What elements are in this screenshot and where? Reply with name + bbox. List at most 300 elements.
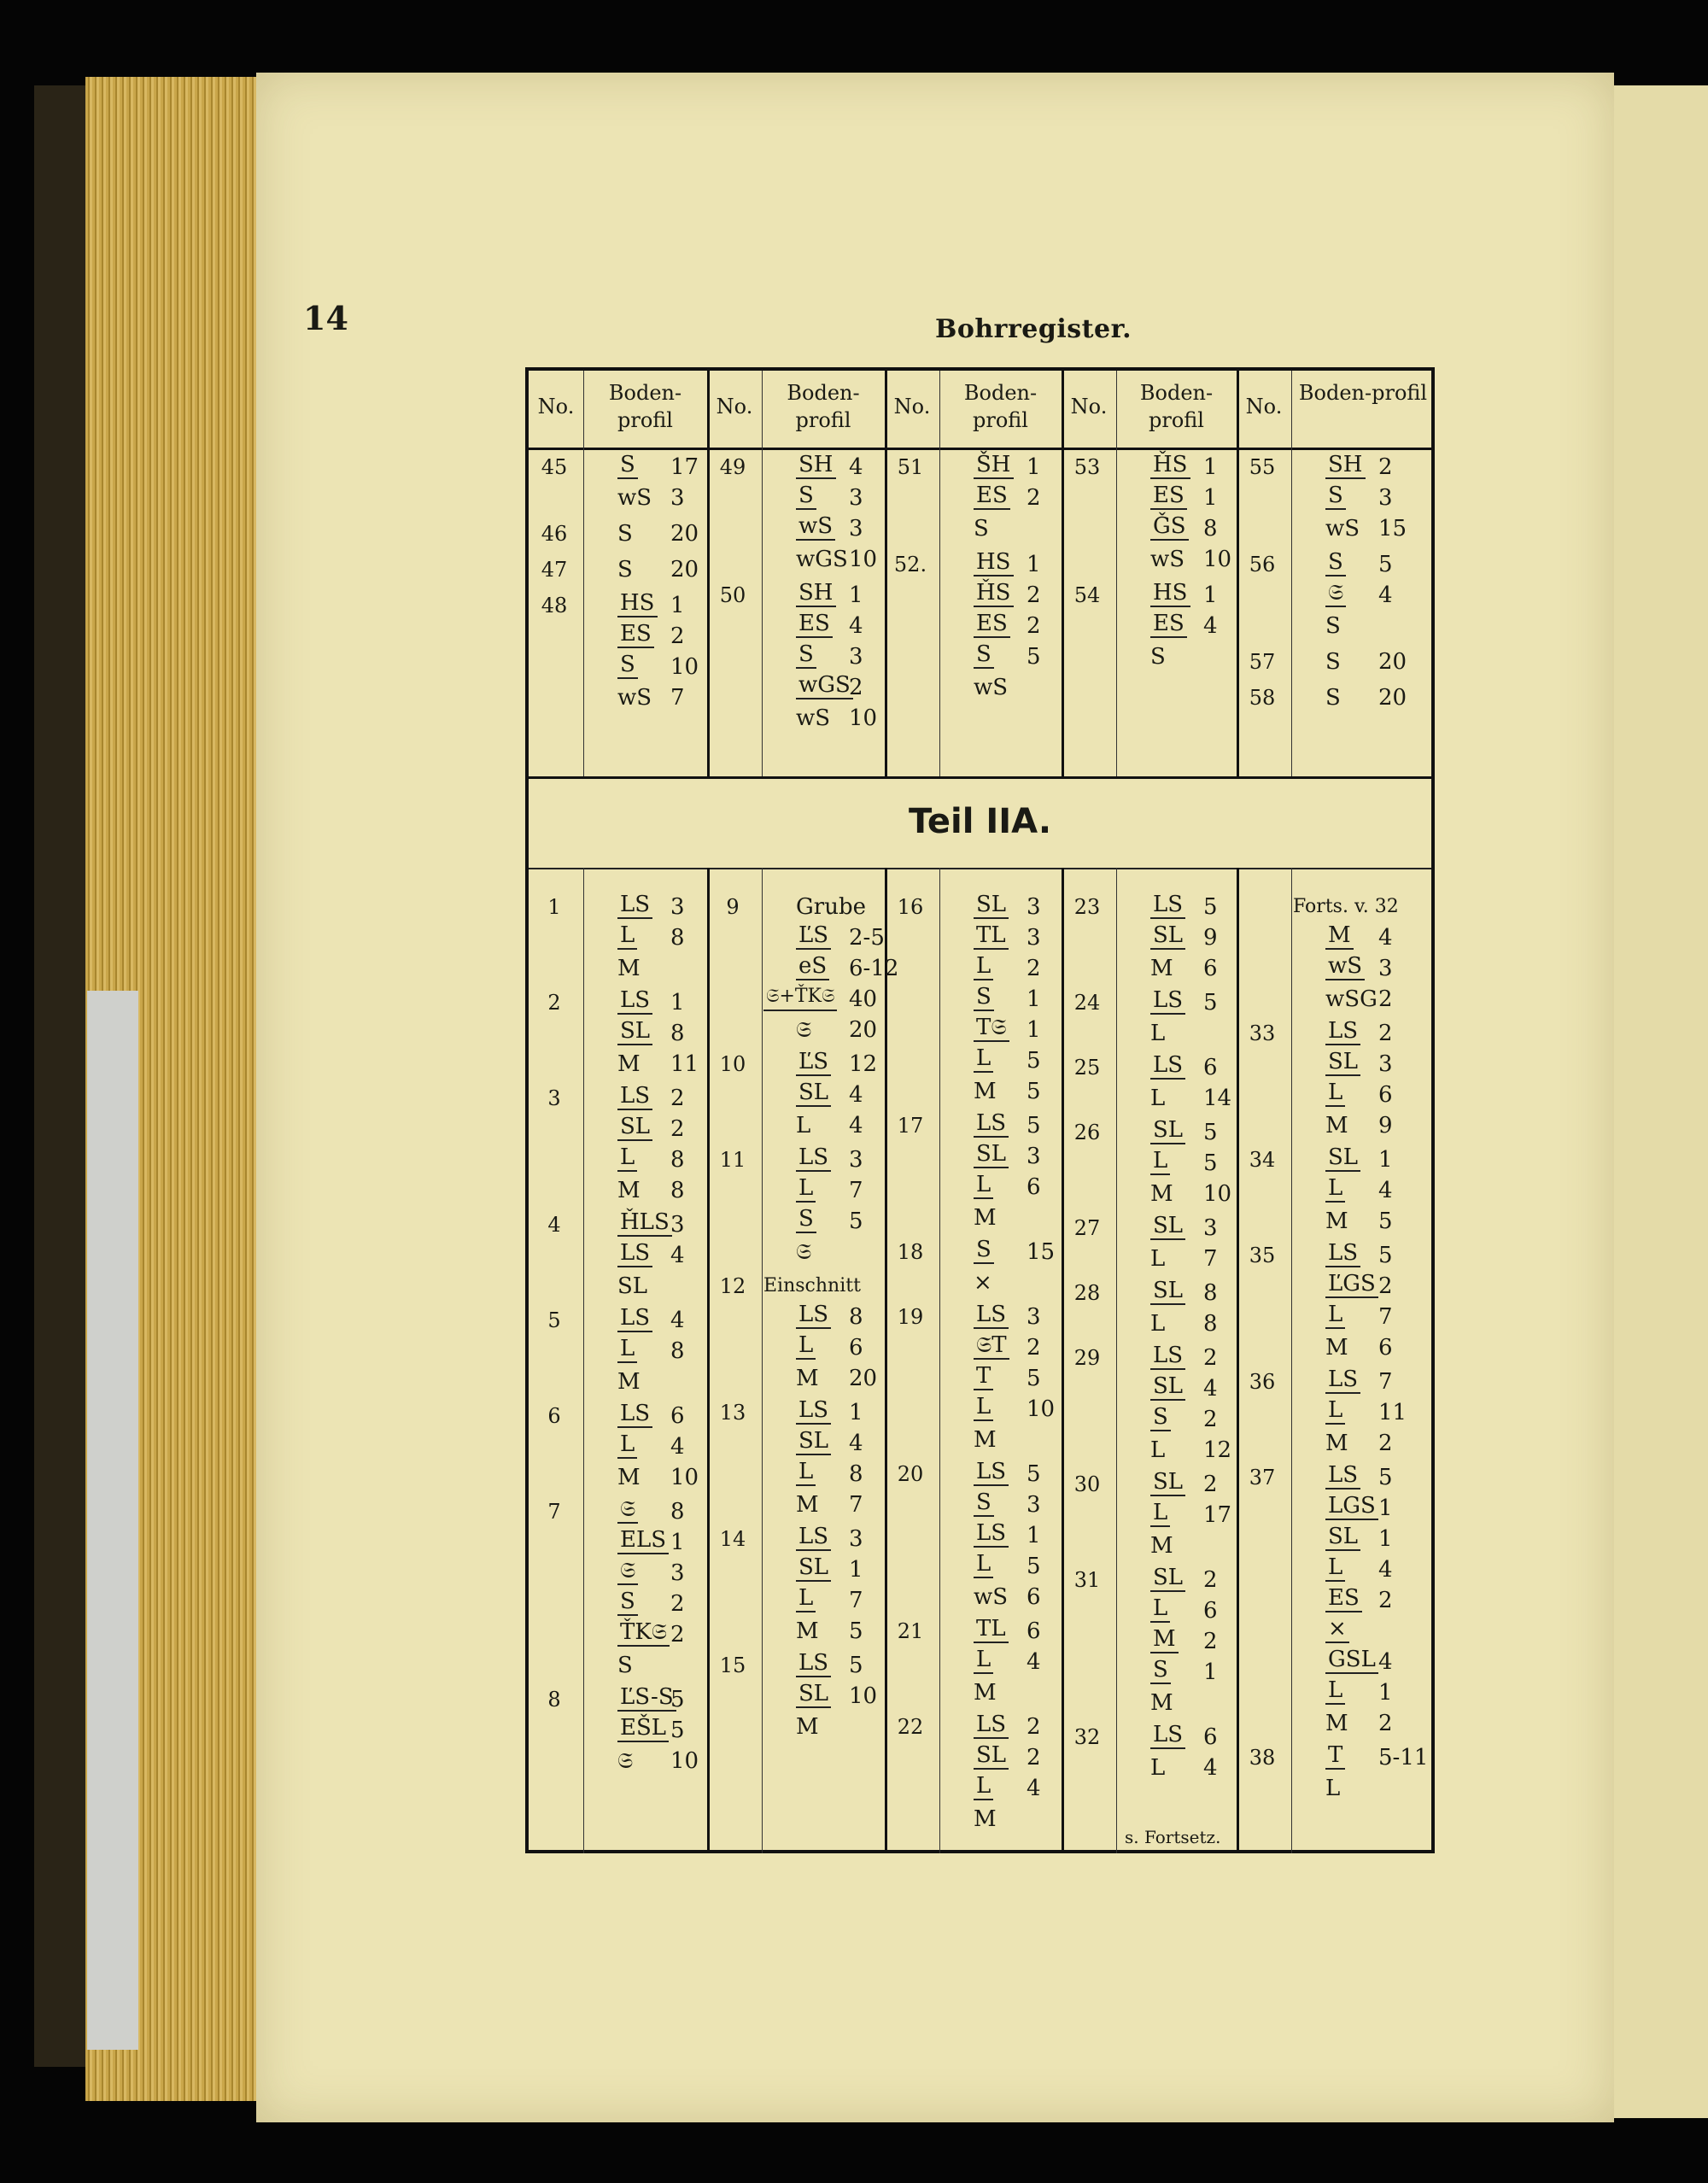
layer-thickness: 6-12 [849, 956, 899, 981]
soil-layer [1291, 1367, 1419, 1397]
layer-thickness: 5 [1027, 1461, 1041, 1487]
soil-symbol: SL [796, 1554, 831, 1582]
layer-thickness: 4 [1203, 1376, 1218, 1402]
soil-symbol: M [974, 1806, 997, 1832]
layer-thickness: 5 [849, 1209, 863, 1234]
soil-symbol: SL [1150, 922, 1185, 950]
soil-layer [583, 1496, 711, 1527]
soil-layer [1291, 892, 1419, 922]
layer-thickness: 1 [1378, 1495, 1393, 1521]
soil-layer [1291, 483, 1419, 513]
soil-layer [583, 1240, 711, 1271]
soil-symbol: L [974, 1172, 993, 1199]
layer-thickness: 6 [1027, 1584, 1041, 1610]
soil-layer [583, 1684, 711, 1715]
borehole-number: 37 [1249, 1466, 1276, 1489]
layer-thickness: 1 [1203, 1659, 1218, 1685]
borehole-number: 56 [1249, 553, 1276, 576]
soil-symbol: LS [617, 1305, 652, 1332]
soil-symbol: 𝔖 [617, 1558, 638, 1585]
soil-symbol: ES [1150, 611, 1187, 638]
layer-thickness: 10 [1203, 547, 1232, 572]
soil-symbol: L [1150, 1246, 1166, 1272]
soil-symbol: ES [1325, 1585, 1362, 1612]
soil-symbol: M [617, 956, 640, 981]
layer-thickness: 5 [1203, 990, 1218, 1015]
layer-thickness: 4 [670, 1434, 685, 1460]
layer-thickness: 2 [1378, 1431, 1393, 1456]
soil-layer [1116, 1657, 1244, 1688]
soil-layer [939, 1712, 1068, 1742]
soil-symbol: L [1150, 1021, 1166, 1046]
soil-layer [1291, 647, 1419, 677]
borehole-number: 38 [1249, 1746, 1276, 1770]
borehole-number: 3 [547, 1086, 561, 1110]
soil-symbol: L [1325, 1677, 1345, 1705]
layer-thickness: 5 [670, 1687, 685, 1712]
soil-layer [1116, 1530, 1244, 1561]
soil-layer [939, 1110, 1068, 1141]
soil-symbol: LS [617, 1083, 652, 1110]
soil-symbol: S [617, 1653, 633, 1678]
soil-layer [939, 1045, 1068, 1076]
soil-symbol: M [796, 1714, 819, 1740]
soil-symbol: M [974, 1205, 997, 1231]
layer-thickness: 3 [670, 485, 685, 511]
soil-layer [583, 987, 711, 1018]
soil-symbol: SH [796, 452, 836, 479]
soil-symbol: ĽGS [1325, 1271, 1378, 1298]
layer-thickness: 40 [849, 986, 878, 1012]
layer-thickness: 8 [670, 1338, 685, 1364]
layer-thickness: 3 [849, 1526, 863, 1552]
soil-layer [762, 1080, 890, 1110]
soil-layer [1116, 1179, 1244, 1209]
section-rule [529, 868, 1431, 869]
soil-layer [939, 483, 1068, 513]
soil-symbol: M [1150, 956, 1173, 981]
layer-thickness: 5 [1027, 644, 1041, 670]
borehole-number: 50 [719, 583, 746, 607]
soil-layer [1291, 682, 1419, 713]
soil-layer [583, 483, 711, 513]
soil-symbol: S [617, 557, 633, 582]
soil-symbol: M [1150, 1533, 1173, 1559]
soil-layer [1116, 1117, 1244, 1148]
soil-symbol: L [1150, 1148, 1170, 1175]
soil-layer [583, 953, 711, 984]
layer-thickness: 1 [1378, 1147, 1393, 1173]
layer-thickness: 3 [849, 516, 863, 541]
layer-thickness: 11 [670, 1051, 699, 1077]
soil-symbol: ĽS-S [617, 1684, 676, 1712]
soil-symbol: S [617, 1589, 638, 1616]
soil-layer [1291, 1493, 1419, 1524]
soil-layer [1116, 1018, 1244, 1049]
header-bodenprofil: Boden-profil [963, 381, 1038, 432]
soil-layer [762, 1554, 890, 1585]
soil-layer [762, 703, 890, 734]
layer-thickness: 5 [1027, 1554, 1041, 1579]
soil-layer [1116, 1148, 1244, 1179]
soil-layer [939, 922, 1068, 953]
layer-thickness: 1 [1378, 1526, 1393, 1552]
borehole-number: 45 [541, 455, 568, 479]
soil-layer [583, 1589, 711, 1619]
soil-symbol: LS [1150, 987, 1185, 1015]
soil-layer [762, 1363, 890, 1394]
soil-layer [762, 1489, 890, 1520]
layer-thickness: 3 [1027, 925, 1041, 951]
soil-symbol: × [1325, 1616, 1349, 1643]
soil-symbol: M [974, 1079, 997, 1104]
soil-layer [939, 1394, 1068, 1425]
layer-thickness: 10 [849, 547, 878, 572]
layer-thickness: 6 [1378, 1082, 1393, 1108]
borehole-number: 4 [547, 1213, 561, 1237]
layer-thickness: 6 [1027, 1618, 1041, 1644]
layer-thickness: 2 [670, 623, 685, 649]
soil-symbol: GSL [1325, 1647, 1378, 1674]
continuation-note: s. Fortsetz. [1125, 1827, 1221, 1847]
soil-symbol: SL [1325, 1524, 1360, 1551]
soil-layer [762, 641, 890, 672]
layer-thickness: 20 [1378, 685, 1407, 711]
soil-symbol: wSG [1325, 986, 1378, 1012]
borehole-number: 35 [1249, 1244, 1276, 1267]
soil-layer [939, 1425, 1068, 1455]
soil-symbol: SL [617, 1018, 652, 1045]
soil-layer [1291, 1708, 1419, 1739]
layer-thickness: 3 [1027, 1304, 1041, 1330]
layer-thickness: 2 [1027, 1745, 1041, 1770]
soil-layer [1116, 1626, 1244, 1657]
soil-symbol: M [974, 1427, 997, 1453]
soil-layer [1291, 1018, 1419, 1049]
soil-layer [762, 452, 890, 483]
layer-thickness: 4 [1378, 925, 1393, 951]
borehole-number: 14 [719, 1527, 746, 1551]
soil-symbol: SL [617, 1273, 648, 1299]
soil-symbol: ES [974, 611, 1010, 638]
soil-layer [1116, 641, 1244, 672]
soil-layer [583, 1715, 711, 1746]
soil-symbol: S [796, 1206, 816, 1233]
soil-symbol: L [974, 1551, 993, 1578]
soil-symbol: LS [796, 1650, 831, 1677]
soil-symbol: L [974, 1773, 993, 1800]
soil-symbol: L [1325, 1554, 1345, 1582]
soil-layer [583, 621, 711, 652]
soil-symbol: M [1325, 1209, 1348, 1234]
borehole-number: 16 [897, 895, 924, 919]
soil-symbol: M [1150, 1690, 1173, 1716]
soil-layer [1116, 1595, 1244, 1626]
layer-thickness: 1 [1203, 454, 1218, 480]
soil-layer [583, 1527, 711, 1558]
layer-thickness: 5 [1027, 1079, 1041, 1104]
layer-thickness: 1 [849, 582, 863, 608]
soil-layer [939, 1489, 1068, 1520]
soil-layer [939, 672, 1068, 703]
soil-symbol: wS [1150, 547, 1185, 572]
soil-layer [1291, 1271, 1419, 1302]
soil-layer [762, 953, 899, 984]
soil-symbol: M [1325, 1113, 1348, 1138]
soil-layer [762, 1650, 890, 1681]
layer-thickness: 3 [849, 1147, 863, 1173]
soil-layer [1116, 452, 1244, 483]
soil-layer [583, 1746, 711, 1776]
soil-symbol: eS [796, 953, 829, 980]
layer-thickness: 2 [1027, 956, 1041, 981]
soil-layer [1116, 1753, 1244, 1783]
soil-layer [939, 892, 1068, 922]
borehole-number: 1 [547, 895, 561, 919]
layer-thickness: 4 [849, 1431, 863, 1456]
soil-symbol: ES [617, 621, 654, 648]
soil-layer [1116, 1404, 1244, 1435]
soil-symbol: L [1150, 1311, 1166, 1337]
soil-layer [939, 1742, 1068, 1773]
borehole-number: 15 [719, 1653, 746, 1677]
soil-layer [762, 922, 890, 953]
soil-layer [583, 1336, 711, 1367]
borehole-number: 31 [1073, 1568, 1101, 1592]
layer-thickness: 6 [1203, 1724, 1218, 1750]
soil-symbol: S [1150, 1657, 1171, 1684]
layer-thickness: 20 [849, 1366, 878, 1391]
layer-thickness: 3 [849, 485, 863, 511]
borehole-number: 33 [1249, 1021, 1276, 1045]
borehole-number: 12 [719, 1274, 746, 1298]
soil-symbol: L [796, 1585, 816, 1612]
layer-thickness: 2 [1027, 485, 1041, 511]
soil-symbol: S [796, 483, 816, 510]
soil-symbol: SL [1325, 1049, 1360, 1076]
soil-symbol: ES [796, 611, 833, 638]
soil-symbol: L [1325, 1302, 1345, 1329]
layer-thickness: 2 [1203, 1407, 1218, 1432]
soil-symbol: wS [974, 675, 1009, 700]
soil-layer [1116, 987, 1244, 1018]
soil-layer [1291, 1240, 1419, 1271]
soil-layer [762, 611, 890, 641]
borehole-number: 10 [719, 1052, 746, 1076]
page-number: 14 [303, 299, 348, 337]
layer-thickness: 5 [1027, 1048, 1041, 1074]
soil-layer [1291, 1080, 1419, 1110]
layer-thickness: 20 [670, 521, 699, 547]
layer-thickness: 1 [849, 1400, 863, 1425]
soil-symbol: S [1325, 649, 1341, 675]
soil-symbol: ĽS [796, 922, 831, 950]
layer-thickness: 6 [1027, 1174, 1041, 1200]
borehole-number: 18 [897, 1240, 924, 1264]
soil-symbol: S [974, 516, 989, 541]
soil-layer [762, 1712, 890, 1742]
soil-symbol: L [974, 1045, 993, 1073]
header-rule [529, 448, 1431, 450]
soil-layer [1116, 1435, 1244, 1466]
layer-thickness: 2 [1203, 1345, 1218, 1371]
layer-thickness: 8 [670, 1178, 685, 1203]
soil-layer [1116, 1373, 1244, 1404]
borehole-number: 20 [897, 1462, 924, 1486]
soil-symbol: M [1150, 1181, 1173, 1207]
layer-thickness: 8 [1203, 1280, 1218, 1306]
soil-symbol: L [974, 1647, 993, 1674]
header-no: No. [537, 395, 575, 418]
layer-thickness: 8 [670, 925, 685, 951]
soil-layer [762, 1616, 890, 1647]
layer-thickness: 2 [1203, 1567, 1218, 1593]
layer-thickness: 10 [670, 1465, 699, 1490]
soil-symbol: L [974, 953, 993, 980]
layer-thickness: 3 [1027, 894, 1041, 920]
borehole-number: 29 [1073, 1346, 1101, 1370]
borehole-register-table [525, 367, 1435, 1853]
borehole-number: 6 [547, 1404, 561, 1428]
soil-symbol: SL [1150, 1278, 1185, 1305]
layer-thickness: 2 [1378, 986, 1393, 1012]
soil-symbol: TL [974, 922, 1009, 950]
soil-layer [1116, 1722, 1244, 1753]
layer-thickness: 5 [1203, 1120, 1218, 1145]
layer-thickness: 7 [1378, 1304, 1393, 1330]
borehole-number: 25 [1073, 1056, 1101, 1080]
soil-symbol: 𝔖 [617, 1496, 638, 1524]
soil-symbol: wS [796, 513, 835, 541]
soil-symbol: L [1325, 1776, 1341, 1801]
soil-symbol: SL [1150, 1117, 1185, 1144]
soil-symbol: ŤK𝔖 [617, 1619, 670, 1647]
layer-thickness: 20 [670, 557, 699, 582]
soil-layer [1116, 1343, 1244, 1373]
soil-layer [583, 1367, 711, 1397]
soil-layer [1116, 1278, 1244, 1308]
layer-thickness: 6 [670, 1403, 685, 1429]
soil-layer [762, 1110, 890, 1141]
soil-symbol: ȞLS [617, 1209, 672, 1237]
layer-thickness: 17 [1203, 1502, 1232, 1528]
layer-thickness: 7 [849, 1588, 863, 1613]
layer-thickness: 17 [670, 454, 699, 480]
layer-thickness: 5 [1378, 1465, 1393, 1490]
soil-symbol: wGS [796, 672, 853, 699]
borehole-number: 52. [893, 553, 927, 576]
soil-layer [1116, 922, 1244, 953]
layer-thickness: 1 [670, 593, 685, 618]
borehole-number: 30 [1073, 1472, 1101, 1496]
layer-thickness: 1 [670, 990, 685, 1015]
borehole-number: 47 [541, 558, 568, 582]
soil-layer [1291, 1524, 1419, 1554]
soil-symbol: SL [1150, 1373, 1185, 1401]
soil-symbol: 𝔖+ŤK𝔖 [763, 984, 837, 1011]
layer-thickness: 7 [1203, 1246, 1218, 1272]
soil-symbol: LS [1150, 1052, 1185, 1080]
layer-thickness: 7 [849, 1492, 863, 1518]
soil-layer [1116, 1565, 1244, 1595]
layer-thickness: 8 [670, 1499, 685, 1525]
soil-layer [939, 953, 1068, 984]
borehole-number: 54 [1073, 583, 1101, 607]
soil-symbol: ES [1150, 483, 1187, 510]
soil-symbol: LS [1325, 1367, 1360, 1394]
soil-symbol: ȞS [974, 580, 1014, 607]
soil-symbol: wS [974, 1584, 1009, 1610]
layer-thickness: 6 [849, 1335, 863, 1361]
soil-symbol: SL [796, 1428, 831, 1455]
soil-layer [1116, 1052, 1244, 1083]
layer-thickness: 12 [849, 1051, 878, 1077]
soil-layer [1291, 1585, 1419, 1616]
soil-symbol: 𝔖 [1325, 580, 1346, 607]
layer-thickness: 3 [1378, 485, 1393, 511]
soil-layer [583, 590, 711, 621]
soil-symbol: SL [974, 892, 1009, 919]
layer-thickness: 1 [1378, 1680, 1393, 1706]
header-bodenprofil: Boden-profil [1298, 381, 1428, 405]
layer-thickness: 15 [1378, 516, 1407, 541]
soil-symbol: SL [617, 1114, 652, 1141]
layer-thickness: 1 [1203, 485, 1218, 511]
layer-thickness: 20 [849, 1017, 878, 1043]
soil-layer [1116, 483, 1244, 513]
borehole-number: 55 [1249, 455, 1276, 479]
page-edge-insert [87, 991, 138, 2050]
soil-layer [1116, 611, 1244, 641]
soil-layer [762, 1271, 890, 1302]
layer-thickness: 6 [1378, 1335, 1393, 1361]
soil-layer [1291, 1428, 1419, 1459]
soil-symbol: S [1150, 644, 1166, 670]
soil-symbol: L [796, 1175, 816, 1203]
borehole-number: 48 [541, 594, 568, 617]
soil-symbol: wS [617, 685, 652, 711]
soil-symbol: SL [1150, 1469, 1185, 1496]
soil-symbol: LS [1150, 892, 1185, 919]
layer-thickness: 5-11 [1378, 1745, 1429, 1770]
borehole-number: 53 [1073, 455, 1101, 479]
soil-layer [762, 544, 890, 575]
soil-symbol: LS [1150, 1343, 1185, 1370]
soil-layer [939, 1363, 1068, 1394]
soil-symbol: LS [1325, 1240, 1360, 1267]
layer-thickness: 3 [670, 894, 685, 920]
soil-symbol: wGS [796, 547, 848, 572]
soil-symbol: LS [796, 1144, 831, 1172]
layer-thickness: 4 [670, 1243, 685, 1268]
layer-thickness: 5 [849, 1618, 863, 1644]
soil-symbol: LGS [1325, 1493, 1378, 1520]
soil-symbol: LS [1325, 1462, 1360, 1489]
soil-layer [939, 549, 1068, 580]
soil-layer [762, 1397, 890, 1428]
soil-symbol: ŠH [974, 452, 1014, 479]
soil-symbol: S [617, 521, 633, 547]
soil-layer [939, 1302, 1068, 1332]
soil-layer [583, 1144, 711, 1175]
soil-symbol: SL [1150, 1565, 1185, 1592]
layer-thickness: 8 [849, 1461, 863, 1487]
borehole-number: 8 [547, 1688, 561, 1712]
soil-layer [762, 580, 890, 611]
header-bodenprofil: Boden-profil [1139, 381, 1214, 432]
soil-layer [939, 641, 1068, 672]
soil-layer [583, 1049, 711, 1080]
